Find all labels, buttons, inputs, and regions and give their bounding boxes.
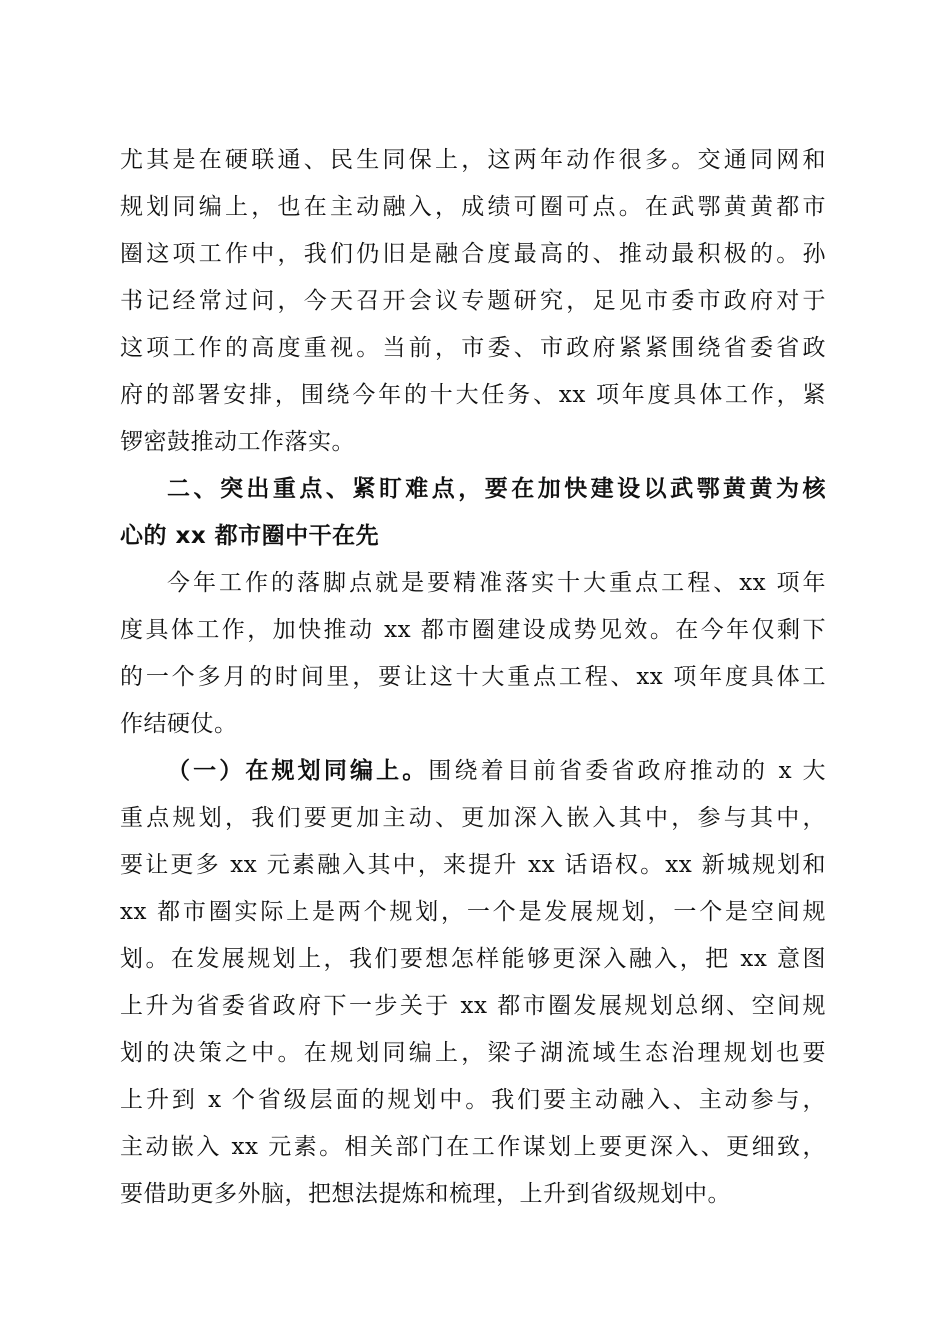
- section-heading-line: 二、突出重点、紧盯难点，要在加快建设以武鄂黄黄为核: [167, 476, 826, 502]
- subsection-text: 围绕着目前省委省政府推动的 x 大: [428, 758, 827, 784]
- body-text-line: 要让更多 xx 元素融入其中，来提升 xx 话语权。xx 新城规划和: [120, 852, 826, 878]
- body-text-line: 划。在发展规划上，我们要想怎样能够更深入融入，把 xx 意图: [120, 946, 826, 972]
- body-text-line: 上升到 x 个省级层面的规划中。我们要主动融入、主动参与，: [120, 1087, 826, 1113]
- section-heading-line: 心的 xx 都市圈中干在先: [120, 523, 380, 549]
- body-text-line: 圈这项工作中，我们仍旧是融合度最高的、推动最积极的。孙: [120, 241, 826, 267]
- body-text-line: 锣密鼓推动工作落实。: [120, 429, 355, 455]
- body-text-line: [167, 751, 826, 791]
- body-text-line: 主动嵌入 xx 元素。相关部门在工作谋划上要更深入、更细致，: [120, 1134, 826, 1160]
- body-text-line: 尤其是在硬联通、民生同保上，这两年动作很多。交通同网和: [120, 147, 826, 173]
- subsection-lead: （一）在规划同编上。: [167, 758, 429, 784]
- body-text-line: 要借助更多外脑，把想法提炼和梳理，上升到省级规划中。: [120, 1181, 731, 1207]
- body-text-line: 府的部署安排，围绕今年的十大任务、xx 项年度具体工作，紧: [120, 382, 826, 408]
- body-text-line: 重点规划，我们要更加主动、更加深入嵌入其中，参与其中，: [120, 805, 826, 831]
- body-text-line: 作结硬仗。: [120, 711, 238, 737]
- body-text-line: xx 都市圈实际上是两个规划，一个是发展规划，一个是空间规: [120, 899, 826, 925]
- body-text-line: 规划同编上，也在主动融入，成绩可圈可点。在武鄂黄黄都市: [120, 194, 826, 220]
- body-text-line: 划的决策之中。在规划同编上，梁子湖流域生态治理规划也要: [120, 1040, 826, 1066]
- body-text-line: 这项工作的高度重视。当前，市委、市政府紧紧围绕省委省政: [120, 335, 826, 361]
- body-text-line: 今年工作的落脚点就是要精准落实十大重点工程、xx 项年: [167, 570, 826, 596]
- body-text-line: 书记经常过问，今天召开会议专题研究，足见市委市政府对于: [120, 288, 826, 314]
- body-text-line: 度具体工作，加快推动 xx 都市圈建设成势见效。在今年仅剩下: [120, 617, 826, 643]
- body-text-line: 的一个多月的时间里，要让这十大重点工程、xx 项年度具体工: [120, 664, 826, 690]
- body-text-line: 上升为省委省政府下一步关于 xx 都市圈发展规划总纲、空间规: [120, 993, 826, 1019]
